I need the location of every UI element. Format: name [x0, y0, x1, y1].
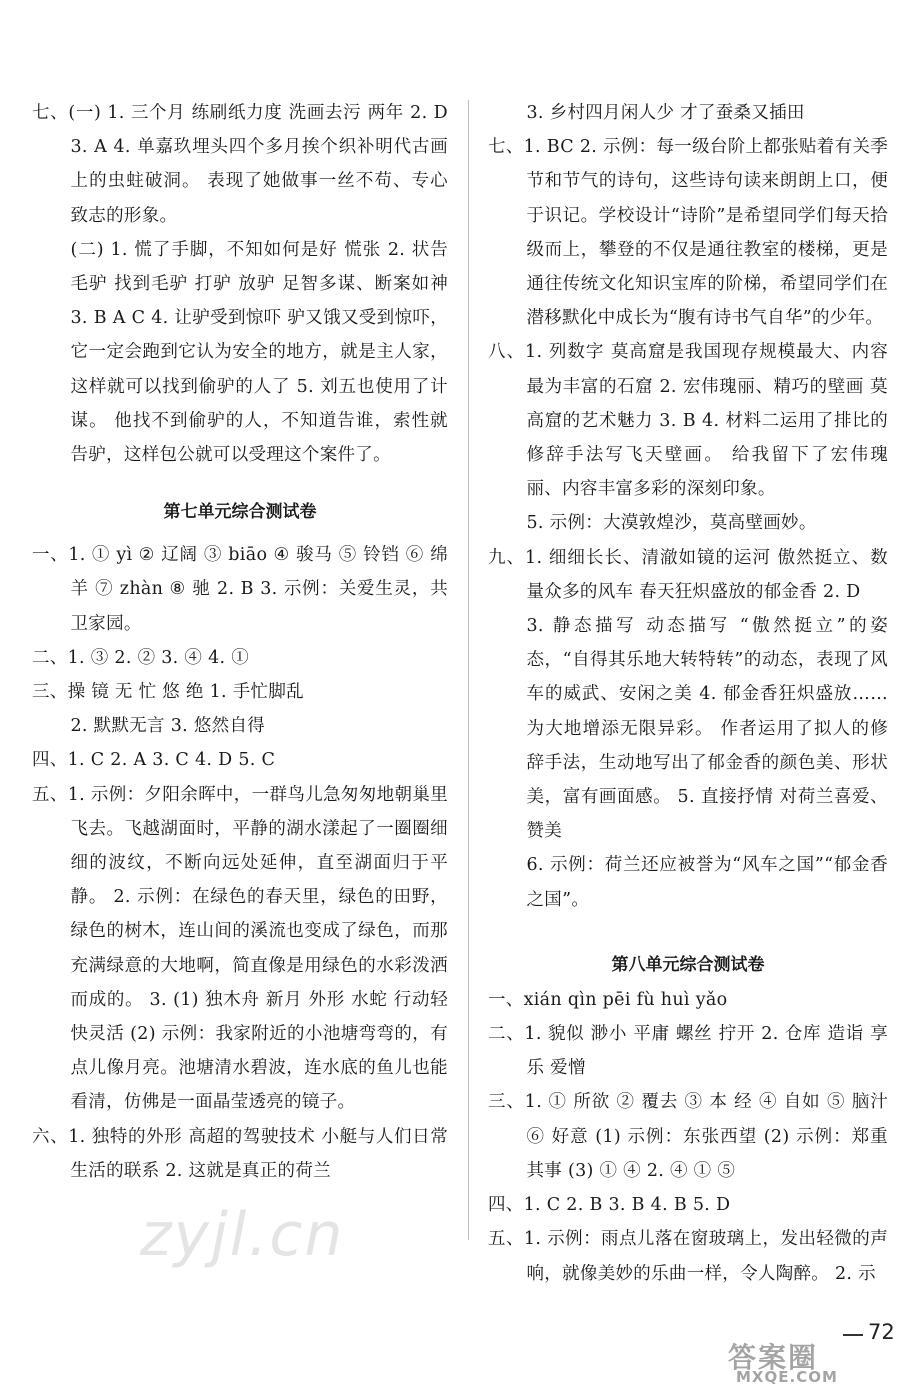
unit7-q4: 四、1. C 2. A 3. C 4. D 5. C [32, 750, 276, 771]
unit7-q3: 三、操 镜 无 忙 悠 绝 1. 手忙脚乱 [32, 682, 304, 703]
logo-text-en: MXQE.COM [736, 1368, 838, 1386]
column-divider [468, 100, 469, 1240]
unit8-heading: 第八单元综合测试卷 [611, 954, 765, 975]
unit7-heading: 第七单元综合测试卷 [163, 502, 317, 523]
answer-poem-line: 3. 乡村四月闲人少 才了蚕桑又插田 [526, 103, 805, 123]
unit7-q6: 六、1. 独特的外形 高超的驾驶技术 小艇与人们日常生活的联系 2. 这就是真正的荷兰 [32, 1126, 448, 1181]
answer-section-7: 七、1. BC 2. 示例：每一级台阶上都张贴着有关季节和节气的诗句，这些诗句读来朗朗上口，便于识记。学校设计“诗阶”是希望同学们每天拾级而上，攀登的不仅是通往教室的楼梯，更是通往传统文化知识宝库的阶梯，希望同学们在潜移默化中成长为“腹有诗书气自华”的少年。 [488, 137, 888, 329]
page-number: 72 [868, 1320, 895, 1344]
answer-section-7-part2: (二) 1. 慌了手脚，不知如何是好 慌张 2. 状告毛驴 找到毛驴 打驴 放驴 足智多谋、断案如神 3. B A C 4. 让驴受到惊吓 驴又饿又受到惊吓，它一定会跑到它认为安全的地方，就是主人家，这样就可以找到偷驴的人了 5. 刘五也使用了计谋。 他找不到偷驴的人，不知道告谁，索性就告驴，这样包公就可以受理这个案件了。 [70, 239, 448, 466]
site-logo [728, 1342, 892, 1386]
logo-text-cn: 答案圈 [728, 1341, 819, 1374]
answer-section-8: 八、1. 列数字 莫高窟是我国现存规模最大、内容最为丰富的石窟 2. 宏伟瑰丽、精巧的壁画 莫高窟的艺术魅力 3. B 4. 材料二运用了排比的修辞手法写飞天壁画。 给我留下了宏伟瑰丽、内容丰富多彩的深刻印象。 [488, 342, 888, 500]
unit8-q2: 二、1. 貌似 渺小 平庸 螺丝 拧开 2. 仓库 造诣 享乐 爱憎 [488, 1024, 888, 1079]
unit7-q3-cont: 2. 默默无言 3. 悠然自得 [70, 716, 266, 737]
answer-section-7-part1: 七、(一) 1. 三个月 练刷纸力度 洗画去污 两年 2. D 3. A 4. 单嘉玖埋头四个多月挨个织补明代古画上的虫蛀破洞。 表现了她做事一丝不苟、专心致志的形象。 [32, 103, 448, 226]
unit8-q1: 一、xián qìn pēi fù huì yǎo [488, 989, 728, 1010]
watermark: zyjl.cn [140, 1200, 345, 1270]
unit7-q5: 五、1. 示例：夕阳余晖中，一群鸟儿急匆匆地朝巢里飞去。飞越湖面时，平静的湖水漾起了一圈圈细细的波纹，不断向远处延伸，直至湖面归于平静。 2. 示例：在绿色的春天里，绿色的田野，绿色的树木，连山间的溪流也变成了绿色，而那充满绿意的大地啊，简直像是用绿色的水彩泼洒而成的。 3. (1) 独木舟 新月 外形 水蛇 行动轻快灵活 (2) 示例：我家附近的小池塘弯弯的，有点儿像月亮。池塘清水碧波，连水底的鱼儿也能看清，仿佛是一面晶莹透亮的镜子。 [32, 784, 448, 1113]
answer-section-9-q6: 6. 示例：荷兰还应被誉为“风车之国”“郁金香之国”。 [526, 855, 888, 910]
answer-section-9: 九、1. 细细长长、清澈如镜的运河 傲然挺立、数量众多的风车 春天狂炽盛放的郁金香 2. D [488, 547, 888, 602]
left-column [32, 96, 448, 1188]
unit7-q1: 一、1. ① yì ② 辽阔 ③ biāo ④ 骏马 ⑤ 铃铛 ⑥ 绵羊 ⑦ zhàn ⑧ 驰 2. B 3. 示例：关爱生灵，共卫家园。 [32, 545, 448, 634]
unit8-q4: 四、1. C 2. B 3. B 4. B 5. D [488, 1195, 731, 1216]
right-column [488, 96, 888, 1291]
unit8-q5: 五、1. 示例：雨点儿落在窗玻璃上，发出轻微的声响，就像美妙的乐曲一样，令人陶醉。 2. 示 [488, 1229, 888, 1284]
answer-section-9-cont: 3. 静态描写 动态描写 “傲然挺立”的姿态，“自得其乐地大转特转”的动态，表现了风车的威武、安闲之美 4. 郁金香狂炽盛放……为大地增添无限异彩。 作者运用了拟人的修辞手法，生动地写出了郁金香的颜色美、形状美，富有画面感。 5. 直接抒情 对荷兰喜爱、赞美 [526, 616, 888, 842]
unit7-q2: 二、1. ③ 2. ② 3. ④ 4. ① [32, 647, 250, 668]
unit8-q3: 三、1. ① 所欲 ② 覆去 ③ 本 经 ④ 自如 ⑤ 脑汁 ⑥ 好意 (1) 示例：东张西望 (2) 示例：郑重其事 (3) ① ④ 2. ④ ① ⑤ [488, 1092, 888, 1181]
answer-section-8-cont: 5. 示例：大漠敦煌沙，莫高壁画妙。 [526, 513, 817, 534]
page-number-dash [843, 1334, 863, 1336]
